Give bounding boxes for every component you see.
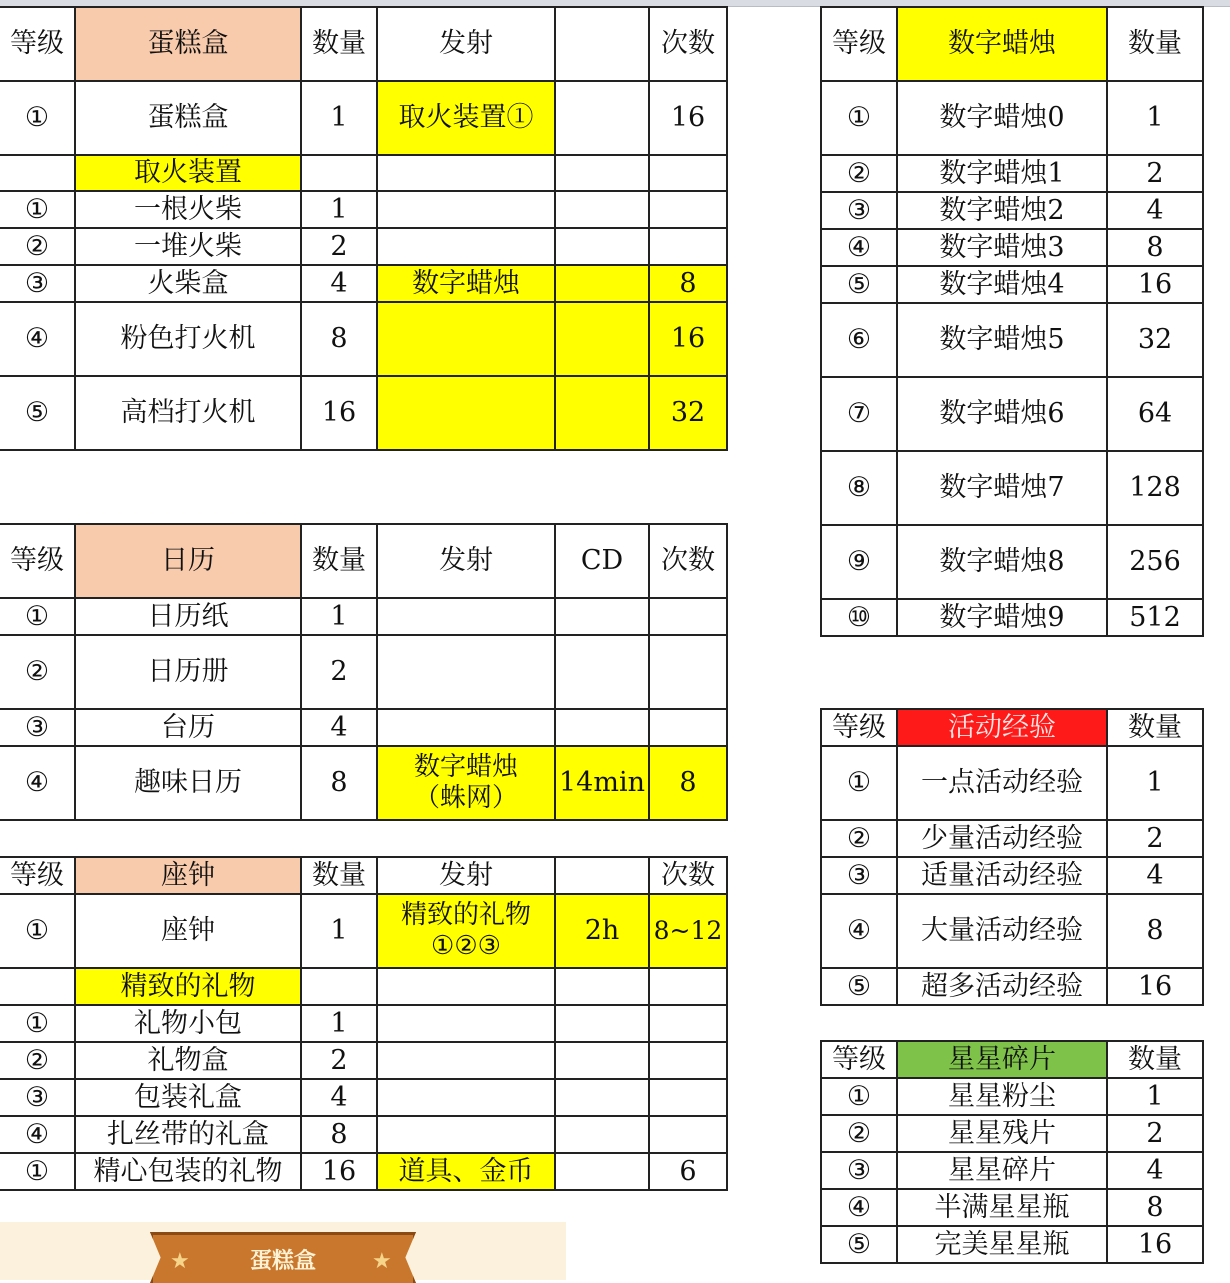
table-header-row bbox=[821, 7, 1203, 81]
item-name-cell: 蛋糕盒 bbox=[75, 81, 301, 155]
header-level: 等级 bbox=[0, 524, 75, 598]
level-cell: ③ bbox=[0, 1079, 75, 1116]
table-row bbox=[0, 1079, 727, 1116]
count-cell: 16 bbox=[649, 302, 727, 376]
launch-cell bbox=[377, 1042, 555, 1079]
table-row bbox=[0, 265, 727, 302]
level-cell: ③ bbox=[821, 1152, 897, 1189]
table-row bbox=[821, 525, 1203, 599]
count-cell bbox=[649, 968, 727, 1005]
launch-cell bbox=[377, 1116, 555, 1153]
launch-cell bbox=[377, 635, 555, 709]
clock-table bbox=[0, 856, 728, 1191]
cd-cell bbox=[555, 191, 649, 228]
table-row bbox=[0, 1042, 727, 1079]
item-name-cell: 数字蜡烛7 bbox=[897, 451, 1107, 525]
table-row bbox=[821, 1189, 1203, 1226]
launch-cell bbox=[377, 746, 555, 820]
table-row bbox=[821, 1226, 1203, 1263]
table-row bbox=[821, 266, 1203, 303]
level-cell: ⑤ bbox=[821, 266, 897, 303]
table-header-row bbox=[0, 7, 727, 81]
count-cell bbox=[649, 635, 727, 709]
table-row bbox=[0, 1005, 727, 1042]
launch-line-1: 精致的礼物 bbox=[400, 899, 531, 930]
quantity-cell: 8 bbox=[301, 746, 377, 820]
header-level: 等级 bbox=[0, 7, 75, 81]
item-name-cell: 一点活动经验 bbox=[897, 746, 1107, 820]
level-cell: ④ bbox=[821, 894, 897, 968]
header-quantity: 数量 bbox=[301, 7, 377, 81]
item-name-cell: 数字蜡烛8 bbox=[897, 525, 1107, 599]
item-name-cell: 日历纸 bbox=[75, 598, 301, 635]
launch-cell bbox=[377, 968, 555, 1005]
level-cell: ③ bbox=[0, 265, 75, 302]
table-row bbox=[0, 191, 727, 228]
cd-cell bbox=[555, 376, 649, 450]
quantity-cell: 4 bbox=[301, 1079, 377, 1116]
quantity-cell: 8 bbox=[301, 1116, 377, 1153]
level-cell: ⑤ bbox=[821, 1226, 897, 1263]
level-cell: ① bbox=[821, 746, 897, 820]
table-row bbox=[0, 746, 727, 820]
item-name-cell: 精心包装的礼物 bbox=[75, 1153, 301, 1190]
count-cell bbox=[649, 1079, 727, 1116]
header-cd bbox=[555, 857, 649, 894]
item-name-cell: 日历册 bbox=[75, 635, 301, 709]
table-row bbox=[821, 820, 1203, 857]
table-row bbox=[821, 1152, 1203, 1189]
sub-header-row bbox=[0, 968, 727, 1005]
table-row bbox=[821, 1115, 1203, 1152]
item-name-cell: 大量活动经验 bbox=[897, 894, 1107, 968]
count-cell: 32 bbox=[649, 376, 727, 450]
level-cell: ② bbox=[0, 228, 75, 265]
quantity-cell: 4 bbox=[1107, 857, 1203, 894]
table-row bbox=[821, 155, 1203, 192]
level-cell: ④ bbox=[821, 229, 897, 266]
quantity-cell: 2 bbox=[1107, 820, 1203, 857]
cd-cell bbox=[555, 228, 649, 265]
header-level: 等级 bbox=[821, 7, 897, 81]
level-cell: ③ bbox=[821, 192, 897, 229]
quantity-cell: 16 bbox=[301, 376, 377, 450]
level-cell: ④ bbox=[0, 302, 75, 376]
header-item-name: 数字蜡烛 bbox=[897, 7, 1107, 81]
item-name-cell: 半满星星瓶 bbox=[897, 1189, 1107, 1226]
calendar-table bbox=[0, 523, 728, 821]
header-quantity: 数量 bbox=[1107, 709, 1203, 746]
star-icon: ★ bbox=[372, 1249, 392, 1274]
count-cell bbox=[649, 155, 727, 191]
cd-cell bbox=[555, 302, 649, 376]
header-quantity: 数量 bbox=[301, 857, 377, 894]
table-row bbox=[0, 228, 727, 265]
launch-line-2: ①②③ bbox=[431, 931, 501, 961]
item-name-cell: 完美星星瓶 bbox=[897, 1226, 1107, 1263]
table-header-row bbox=[821, 709, 1203, 746]
table-row bbox=[821, 451, 1203, 525]
level-cell: ⑥ bbox=[821, 303, 897, 377]
table-row bbox=[821, 1078, 1203, 1115]
item-name-cell: 适量活动经验 bbox=[897, 857, 1107, 894]
quantity-cell bbox=[301, 968, 377, 1005]
launch-cell bbox=[377, 191, 555, 228]
quantity-cell: 8 bbox=[1107, 894, 1203, 968]
cd-cell bbox=[555, 709, 649, 746]
level-cell bbox=[0, 968, 75, 1005]
level-cell: ① bbox=[0, 598, 75, 635]
item-name-cell: 数字蜡烛2 bbox=[897, 192, 1107, 229]
count-cell bbox=[649, 598, 727, 635]
launch-cell bbox=[377, 894, 555, 968]
quantity-cell: 32 bbox=[1107, 303, 1203, 377]
item-name-cell: 礼物盒 bbox=[75, 1042, 301, 1079]
count-cell: 16 bbox=[649, 81, 727, 155]
table-row bbox=[0, 376, 727, 450]
item-name-cell: 礼物小包 bbox=[75, 1005, 301, 1042]
quantity-cell: 1 bbox=[301, 81, 377, 155]
level-cell: ② bbox=[0, 1042, 75, 1079]
quantity-cell: 16 bbox=[1107, 968, 1203, 1005]
launch-cell bbox=[377, 709, 555, 746]
quantity-cell bbox=[301, 155, 377, 191]
quantity-cell: 1 bbox=[301, 1005, 377, 1042]
count-cell: 8 bbox=[649, 265, 727, 302]
cd-cell bbox=[555, 1042, 649, 1079]
item-name-cell: 火柴盒 bbox=[75, 265, 301, 302]
header-item-name: 蛋糕盒 bbox=[75, 7, 301, 81]
cd-cell bbox=[555, 1005, 649, 1042]
header-item-name: 座钟 bbox=[75, 857, 301, 894]
quantity-cell: 8 bbox=[1107, 1189, 1203, 1226]
level-cell: ⑤ bbox=[0, 376, 75, 450]
item-name-cell: 星星残片 bbox=[897, 1115, 1107, 1152]
header-quantity: 数量 bbox=[301, 524, 377, 598]
table-row bbox=[821, 377, 1203, 451]
header-quantity: 数量 bbox=[1107, 7, 1203, 81]
quantity-cell: 512 bbox=[1107, 599, 1203, 636]
level-cell: ③ bbox=[0, 709, 75, 746]
header-cd: CD bbox=[555, 524, 649, 598]
cd-cell bbox=[555, 1153, 649, 1190]
count-cell bbox=[649, 1042, 727, 1079]
level-cell: ① bbox=[0, 894, 75, 968]
level-cell: ① bbox=[0, 1005, 75, 1042]
level-cell: ④ bbox=[821, 1189, 897, 1226]
quantity-cell: 8 bbox=[1107, 229, 1203, 266]
table-row bbox=[0, 894, 727, 968]
level-cell: ⑩ bbox=[821, 599, 897, 636]
launch-cell bbox=[377, 1005, 555, 1042]
item-name-cell: 少量活动经验 bbox=[897, 820, 1107, 857]
launch-cell bbox=[377, 598, 555, 635]
level-cell: ① bbox=[821, 1078, 897, 1115]
item-name-cell: 数字蜡烛9 bbox=[897, 599, 1107, 636]
table-row bbox=[0, 635, 727, 709]
quantity-cell: 128 bbox=[1107, 451, 1203, 525]
count-cell bbox=[649, 228, 727, 265]
quantity-cell: 2 bbox=[1107, 1115, 1203, 1152]
quantity-cell: 16 bbox=[301, 1153, 377, 1190]
table-row bbox=[0, 1116, 727, 1153]
header-level: 等级 bbox=[821, 1041, 897, 1078]
item-name-cell: 一根火柴 bbox=[75, 191, 301, 228]
level-cell: ② bbox=[821, 1115, 897, 1152]
header-item-name: 星星碎片 bbox=[897, 1041, 1107, 1078]
item-name-cell: 高档打火机 bbox=[75, 376, 301, 450]
cd-cell: 2h bbox=[555, 894, 649, 968]
launch-cell: 取火装置① bbox=[377, 81, 555, 155]
header-level: 等级 bbox=[821, 709, 897, 746]
item-name-cell: 一堆火柴 bbox=[75, 228, 301, 265]
cake-box-table bbox=[0, 6, 728, 451]
table-row bbox=[821, 229, 1203, 266]
quantity-cell: 1 bbox=[301, 191, 377, 228]
level-cell: ② bbox=[0, 635, 75, 709]
table-row bbox=[0, 1153, 727, 1190]
star-fragment-table bbox=[820, 1040, 1204, 1264]
quantity-cell: 8 bbox=[301, 302, 377, 376]
quantity-cell: 4 bbox=[301, 709, 377, 746]
level-cell: ① bbox=[821, 81, 897, 155]
table-row bbox=[0, 302, 727, 376]
table-header-row bbox=[0, 857, 727, 894]
item-name-cell: 趣味日历 bbox=[75, 746, 301, 820]
cd-cell bbox=[555, 265, 649, 302]
number-candle-table bbox=[820, 6, 1204, 637]
quantity-cell: 256 bbox=[1107, 525, 1203, 599]
quantity-cell: 64 bbox=[1107, 377, 1203, 451]
level-cell: ④ bbox=[0, 1116, 75, 1153]
item-name-cell: 包装礼盒 bbox=[75, 1079, 301, 1116]
count-cell bbox=[649, 1005, 727, 1042]
launch-cell: 道具、金币 bbox=[377, 1153, 555, 1190]
sub-header-label: 取火装置 bbox=[75, 155, 301, 191]
launch-cell: 数字蜡烛 bbox=[377, 265, 555, 302]
header-launch: 发射 bbox=[377, 7, 555, 81]
quantity-cell: 2 bbox=[301, 1042, 377, 1079]
table-row bbox=[821, 894, 1203, 968]
item-name-cell: 数字蜡烛1 bbox=[897, 155, 1107, 192]
table-row bbox=[821, 746, 1203, 820]
level-cell: ④ bbox=[0, 746, 75, 820]
quantity-cell: 4 bbox=[1107, 1152, 1203, 1189]
level-cell: ② bbox=[821, 155, 897, 192]
header-level: 等级 bbox=[0, 857, 75, 894]
table-row bbox=[0, 598, 727, 635]
quantity-cell: 2 bbox=[1107, 155, 1203, 192]
quantity-cell: 2 bbox=[301, 228, 377, 265]
header-quantity: 数量 bbox=[1107, 1041, 1203, 1078]
table-row bbox=[821, 599, 1203, 636]
launch-cell bbox=[377, 1079, 555, 1116]
star-icon: ★ bbox=[170, 1249, 190, 1274]
quantity-cell: 1 bbox=[301, 598, 377, 635]
table-row bbox=[821, 303, 1203, 377]
item-name-cell: 星星碎片 bbox=[897, 1152, 1107, 1189]
item-name-cell: 数字蜡烛0 bbox=[897, 81, 1107, 155]
level-cell: ⑦ bbox=[821, 377, 897, 451]
quantity-cell: 1 bbox=[1107, 746, 1203, 820]
header-count: 次数 bbox=[649, 7, 727, 81]
header-item-name: 日历 bbox=[75, 524, 301, 598]
cd-cell bbox=[555, 81, 649, 155]
item-name-cell: 星星粉尘 bbox=[897, 1078, 1107, 1115]
count-cell: 6 bbox=[649, 1153, 727, 1190]
header-launch: 发射 bbox=[377, 857, 555, 894]
cd-cell: 14min bbox=[555, 746, 649, 820]
banner-label: 蛋糕盒 bbox=[249, 1249, 316, 1274]
table-row bbox=[821, 968, 1203, 1005]
item-name-cell: 超多活动经验 bbox=[897, 968, 1107, 1005]
table-header-row bbox=[0, 524, 727, 598]
table-row bbox=[821, 857, 1203, 894]
header-launch: 发射 bbox=[377, 524, 555, 598]
item-name-cell: 数字蜡烛4 bbox=[897, 266, 1107, 303]
cd-cell bbox=[555, 1116, 649, 1153]
level-cell: ① bbox=[0, 81, 75, 155]
item-name-cell: 扎丝带的礼盒 bbox=[75, 1116, 301, 1153]
table-row bbox=[0, 709, 727, 746]
sub-header-label: 精致的礼物 bbox=[75, 968, 301, 1005]
quantity-cell: 1 bbox=[301, 894, 377, 968]
cd-cell bbox=[555, 598, 649, 635]
level-cell: ③ bbox=[821, 857, 897, 894]
table-row bbox=[821, 81, 1203, 155]
header-count: 次数 bbox=[649, 524, 727, 598]
level-cell: ① bbox=[0, 1153, 75, 1190]
item-name-cell: 粉色打火机 bbox=[75, 302, 301, 376]
table-row bbox=[0, 81, 727, 155]
level-cell: ⑨ bbox=[821, 525, 897, 599]
event-exp-table bbox=[820, 708, 1204, 1006]
launch-line-2: （蛛网） bbox=[413, 783, 518, 813]
quantity-cell: 2 bbox=[301, 635, 377, 709]
launch-cell bbox=[377, 302, 555, 376]
header-item-name: 活动经验 bbox=[897, 709, 1107, 746]
quantity-cell: 16 bbox=[1107, 266, 1203, 303]
item-name-cell: 数字蜡烛6 bbox=[897, 377, 1107, 451]
table-header-row bbox=[821, 1041, 1203, 1078]
item-name-cell: 数字蜡烛5 bbox=[897, 303, 1107, 377]
item-name-cell: 台历 bbox=[75, 709, 301, 746]
launch-cell bbox=[377, 376, 555, 450]
level-cell: ⑧ bbox=[821, 451, 897, 525]
level-cell: ② bbox=[821, 820, 897, 857]
level-cell: ① bbox=[0, 191, 75, 228]
cd-cell bbox=[555, 155, 649, 191]
cd-cell bbox=[555, 968, 649, 1005]
count-cell bbox=[649, 1116, 727, 1153]
quantity-cell: 1 bbox=[1107, 81, 1203, 155]
count-cell bbox=[649, 191, 727, 228]
table-row bbox=[821, 192, 1203, 229]
count-cell bbox=[649, 709, 727, 746]
cd-cell bbox=[555, 1079, 649, 1116]
launch-cell bbox=[377, 155, 555, 191]
quantity-cell: 4 bbox=[301, 265, 377, 302]
count-cell: 8~12 bbox=[649, 894, 727, 968]
level-cell: ⑤ bbox=[821, 968, 897, 1005]
sub-header-row bbox=[0, 155, 727, 191]
launch-cell bbox=[377, 228, 555, 265]
header-cd bbox=[555, 7, 649, 81]
header-count: 次数 bbox=[649, 857, 727, 894]
item-name-cell: 座钟 bbox=[75, 894, 301, 968]
launch-line-1: 数字蜡烛 bbox=[413, 751, 518, 782]
quantity-cell: 16 bbox=[1107, 1226, 1203, 1263]
quantity-cell: 4 bbox=[1107, 192, 1203, 229]
count-cell: 8 bbox=[649, 746, 727, 820]
cd-cell bbox=[555, 635, 649, 709]
quantity-cell: 1 bbox=[1107, 1078, 1203, 1115]
item-name-cell: 数字蜡烛3 bbox=[897, 229, 1107, 266]
level-cell bbox=[0, 155, 75, 191]
